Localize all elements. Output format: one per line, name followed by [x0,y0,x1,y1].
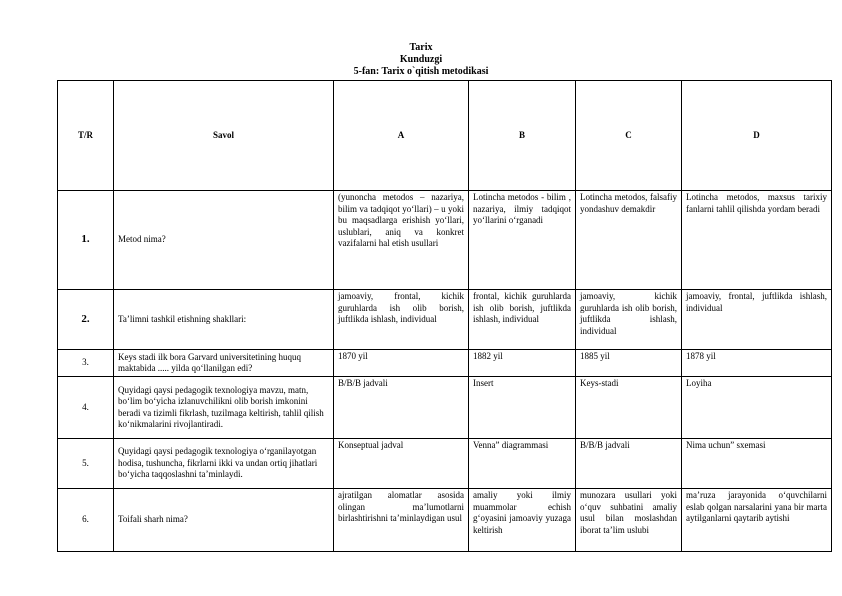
answer-c: Lotincha metodos, falsafiy yondashuv demakdir [576,191,682,290]
answer-b: frontal, kichik guruhlarda ish olib borish, juftlikda ishlash, individual [469,290,576,350]
table-row [58,489,832,552]
table-row [58,350,832,377]
table-row [58,191,832,290]
questions-table [57,80,832,552]
answer-a: Konseptual jadval [334,439,469,489]
row-number: 6. [58,489,114,552]
answer-a: jamoaviy, frontal, kichik guruhlarda ish olib borish, juftlikda ishlash, individual [334,290,469,350]
answer-d: Loyiha [682,377,832,439]
question-text: Toifali sharh nima? [114,489,334,552]
col-header-b: B [469,81,576,191]
answer-a: 1870 yil [334,350,469,377]
answer-b: Insert [469,377,576,439]
answer-a: (yunoncha metodos – nazariya, bilim va tadqiqot yo‘llari) – u yoki bu maqsadlarga erishish yo‘llari, uslublari, aniq va konkret vazifalarni hal etish usullari [334,191,469,290]
answer-c: munozara usullari yoki o‘quv suhbatini amaliy usul bilan moslashdan iborat ta’lim uslubi [576,489,682,552]
table-header-row [58,81,832,191]
question-text: Ta’limni tashkil etishning shakllari: [114,290,334,350]
answer-c: jamoaviy, kichik guruhlarda ish olib borish, juftlikda ishlash, individual [576,290,682,350]
answer-b: amaliy yoki ilmiy muammolar echish g‘oyasini jamoaviy yuzaga keltirish [469,489,576,552]
col-header-a: A [334,81,469,191]
table-row [58,290,832,350]
table-row [58,439,832,489]
answer-d: ma’ruza jarayonida o‘quvchilarni eslab qolgan narsalarini yana bir marta aytilganlarni qaytarib aytishi [682,489,832,552]
answer-b: Venna” diagrammasi [469,439,576,489]
question-text: Metod nima? [114,191,334,290]
answer-d: 1878 yil [682,350,832,377]
row-number: 1. [58,191,114,290]
row-number: 5. [58,439,114,489]
subject-title: Tarix [409,42,433,53]
question-text: Keys stadi ilk bora Garvard universitetining huquq maktabida ..... yilda qo‘llanilgan edi? [114,350,334,377]
question-text: Quyidagi qaysi pedagogik texnologiya mavzu, matn, bo‘lim bo‘yicha izlanuvchilikni olib borish imkonini beradi va tizimli fikrlash, tuzilmaga keltirish, tahlil qilish ko‘nikmalarini rivojlantiradi. [114,377,334,439]
study-form: Kunduzgi [399,54,443,65]
row-number: 3. [58,350,114,377]
row-number: 2. [58,290,114,350]
col-header-d: D [682,81,832,191]
document-header [0,42,842,78]
course-title: 5-fan: Tarix o`qitish metodikasi [353,66,489,77]
table-row [58,377,832,439]
col-header-c: C [576,81,682,191]
answer-d: Nima uchun” sxemasi [682,439,832,489]
answer-c: Keys-stadi [576,377,682,439]
answer-b: Lotincha metodos - bilim , nazariya, ilmiy tadqiqot yo‘llarini o‘rganadi [469,191,576,290]
answer-a: B/B/B jadvali [334,377,469,439]
answer-a: ajratilgan alomatlar asosida olingan ma’lumotlarni birlashtirishni ta’minlaydigan usul [334,489,469,552]
col-header-question: Savol [114,81,334,191]
answer-b: 1882 yil [469,350,576,377]
answer-c: 1885 yil [576,350,682,377]
col-header-num: T/R [58,81,114,191]
answer-c: B/B/B jadvali [576,439,682,489]
answer-d: Lotincha metodos, maxsus tarixiy fanlarni tahlil qilishda yordam beradi [682,191,832,290]
question-text: Quyidagi qaysi pedagogik texnologiya o‘rganilayotgan hodisa, tushuncha, fikrlarni ikki va undan ortiq jihatlari bo‘yicha taqqoslashni ta’minlaydi. [114,439,334,489]
answer-d: jamoaviy, frontal, juftlikda ishlash, individual [682,290,832,350]
row-number: 4. [58,377,114,439]
